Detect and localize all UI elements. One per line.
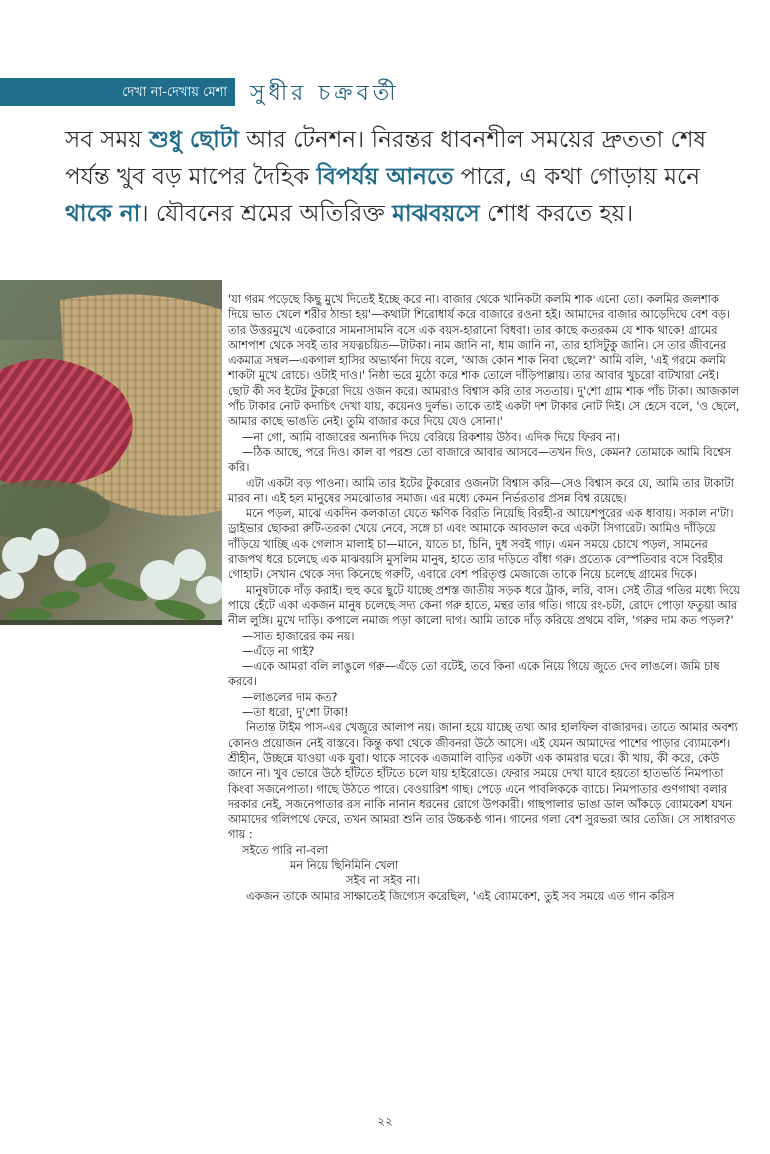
dialog-line: —লাঙলের দাম কত? xyxy=(242,690,338,704)
dialog-line: —সাত হাজারের কম নয়। xyxy=(242,629,355,643)
lead-text: সব সময় xyxy=(65,127,150,153)
body-paragraph: 'যা গরম পড়েছে কিছু মুখে দিতেই ইচ্ছে করে না। বাজার থেকে খানিকটা কলমি শাক এনো তো। কলমির জলশাক দিয়ে ভাত খেলে শরীর ঠান্ডা হয়'—কথাটা শিরোধার্য করে বাজারে রওনা হই। আমাদের বাজার আড়েদিঘে বেশ বড়। তার উত্তরমুখে একেবারে সামনাসামনি বসে এক বয়স-হারানো বিধবা। তার কাছে কতরকম যে শাক থাকে! গ্রামের আশপাশ থেকে সবই তার সযত্নচয়িত—টাটকা। নাম জানি না, ধাম জানি না, তার হাসিটুকু জানি। সে তার জীবনের একমাত্র সম্বল—একগাল হাসির অভ্যর্থনা দিয়ে বলে, 'আজ কোন শাক নিবা ছেলে?' আমি বলি, 'এই গরমে কলমি শাকটা মুখে রোচে। ওটাই দাও।' নিষ্ঠা ভরে মুঠো করে শাক তোলে দাঁড়িপাল্লায়। তার আবার খুচরো বাটখারা নেই। ছোট কী সব ইটের টুকরো দিয়ে ওজন করে। আমরাও বিশ্বাস করি তার সততায়। দু'শো গ্রাম শাক পাঁচ টাকা। আজকাল পাঁচ টাকার নোট কদাচিৎ দেখা যায়, কয়েনও দুর্লভ। তাকে তাই একটা দশ টাকার নোট দিই। সে হেসে বলে, 'ও ছেলে, আমার কাছে ভাঙতি নেই। তুমি বাজার করে দিয়ে যেও সোনা।' xyxy=(228,293,740,429)
closing-paragraph: একজন তাকে আমার সাক্ষাতেই জিগ্যেস করেছিল, 'এই ব্যোমকেশ, তুই সব সময়ে এত গান করিস xyxy=(246,889,675,903)
section-band xyxy=(0,78,235,106)
body-paragraph: মানুষটাকে দাঁড় করাই। হুহু করে ছুটে যাচ্ছে প্রশস্ত জাতীয় সড়ক ধরে ট্রাক, লরি, বাস। সেই তীব্র গতির মধ্যে দিয়ে পায়ে হেঁটে একা একজন মানুষ চলেছে সদ্য কেনা গরু হাতে, মন্থর তার গতি। গায়ে রং-চটা, রোদে পোড়া ফতুয়া আর নীল লুঙ্গি। মুখে দাড়ি। কপালে নমাজ পড়া কালো দাগ। আমি তাকে দাঁড় করিয়ে প্রথমে বলি, 'গরুর দাম কত পড়ল?' xyxy=(228,583,740,628)
photo-illustration xyxy=(0,280,222,625)
lead-highlight: শুধু ছোটা xyxy=(149,127,239,153)
dialog-line: —না গো, আমি বাজারের অন্যদিক দিয়ে বেরিয়ে রিকশায় উঠব। এদিক দিয়ে ফিরব না। xyxy=(242,430,620,444)
article-paragraphs xyxy=(228,292,740,843)
dialog-line: —তা ধরো, দু'শো টাকা! xyxy=(242,706,349,720)
dialog-line: —এঁড়ে না গাই? xyxy=(242,644,315,658)
dialog-line: —ঠিক আছে, পরে দিও। কাল বা পরশু তো বাজারে আবার আসবে—তখন দিও, কেমন? তোমাকে আমি বিশ্বেস করি। xyxy=(228,445,732,475)
photo-art xyxy=(0,280,222,625)
lead-highlight: মাঝবয়সে xyxy=(392,201,480,227)
lead-text: আর টেনশন। নিরন্তর ধাবনশীল সময়ের দ্রুততা শেষ পর্যন্ত খুব বড় মাপের দৈহিক xyxy=(65,127,707,190)
body-paragraph: নিতান্ত টাইম পাস-এর খেজুরে আলাপ নয়। জানা হয়ে যাচ্ছে তথ্য আর হালফিল বাজারদর। তাতে আমার অবশ্য কোনও প্রয়োজন নেই বাস্তবে। কিন্তু কথা থেকে জীবনরা উঠে আসে। এই যেমন আমাদের পাশের পাড়ার ব্যোমকেশ। শ্রীহীন, উচ্ছন্নে যাওয়া এক যুবা। থাকে সাবেক এজমালি বাড়ির একটা এক কামরার ঘরে। কী খায়, কী করে, কেউ জানে না। খুব ভোরে উঠে হাঁটতে হাঁটতে চলে যায় হাইরোডে। ফেরার সময়ে দেখা যাবে হয়তো হাতভর্তি নিমপাতা কিংবা সজনেপাতা। গাছে উঠতে পারে। বেওয়ারিশ গাছ। পেড়ে এনে পাবলিককে ব্যাচে। নিমপাতার গুণগাথা বলার দরকার নেই, সজনেপাতার রস নাকি নানান ধরনের রোগে উপকারী। গাছপালার ভাঙা ডাল আঁকড়ে ব্যোমকেশ যখন আমাদের গলিপথে ফেরে, তখন আমরা শুনি তার উচ্চকণ্ঠ গান। গানের গলা বেশ সুরভরা আর তেজি। সে সাধারণত গায় : xyxy=(228,721,738,842)
page-number: ২২ xyxy=(377,1114,393,1128)
lead-text: শোধ করতে হয়। xyxy=(479,201,634,227)
verse-line: সইতে পারি না-বলা xyxy=(242,843,329,857)
body-paragraph: মনে পড়ল, মাঝে একদিন কলকাতা যেতে ক্ষণিক বিরতি নিয়েছি বিরহী-র আয়েশপুরের এক ধাবায়। সকাল ন'টা। ড্রাইভার ছোকরা রুটি-তরকা খেয়ে নেবে, সঙ্গে চা এবং আমাকে আবডাল করে একটা সিগারেট। আমিও দাঁড়িয়ে দাঁড়িয়ে খাচ্ছি এক গেলাস মালাই চা—মানে, যাতে চা, চিনি, দুধ সবই গাঢ়। এমন সময়ে চোখে পড়ল, সামনের রাজপথ ধরে চলেছে এক মাঝবয়সি মুসলিম মানুষ, হাতে তার দড়িতে বাঁধা গরু। প্রত্যেক বেস্পতিবার বসে বিরহীর গোহাট। সেখান থেকে সদ্য কিনেছে গরুটি, এবারে বেশ পরিতৃপ্ত মেজাজে তাকে নিয়ে চলেছে গ্রামের দিকে। xyxy=(228,507,734,582)
verse-line: সইব না সইব না। xyxy=(346,874,421,888)
lead-paragraph xyxy=(65,122,725,233)
section-label: দেখা না-দেখায় মেশা xyxy=(122,85,227,100)
author-name: সুধীর চক্রবর্তী xyxy=(250,81,400,106)
lead-highlight: থাকে না xyxy=(65,201,141,227)
lead-highlight: বিপর্যয় আনতে xyxy=(316,164,454,190)
body-paragraph: এটা একটা বড় পাওনা। আমি তার ইটের টুকরোর ওজনটা বিশ্বাস করি—সেও বিশ্বাস করে যে, আমি তার টাকাটা মারব না। এই হল মানুষের সমঝোতার সমাজ। এর মধ্যে কেমন নির্ভরতার প্রসন্ন বিশ্ব রয়েছে। xyxy=(228,476,734,505)
dialog-line: —একে আমরা বলি লাঙুলে গরু—এঁড়ে তো বটেই, তবে কিনা একে নিয়ে গিয়ে জুতে দেব লাঙলে। জমি চাষ করবে। xyxy=(228,660,720,689)
lead-text: । যৌবনের শ্রমের অতিরিক্ত xyxy=(140,201,393,227)
verse-line: মন নিয়ে ছিনিমিনি খেলা xyxy=(290,858,399,872)
lead-text: পারে, এ কথা গোড়ায় মনে xyxy=(453,164,700,190)
song-verse xyxy=(228,843,740,889)
article-body xyxy=(228,292,740,904)
